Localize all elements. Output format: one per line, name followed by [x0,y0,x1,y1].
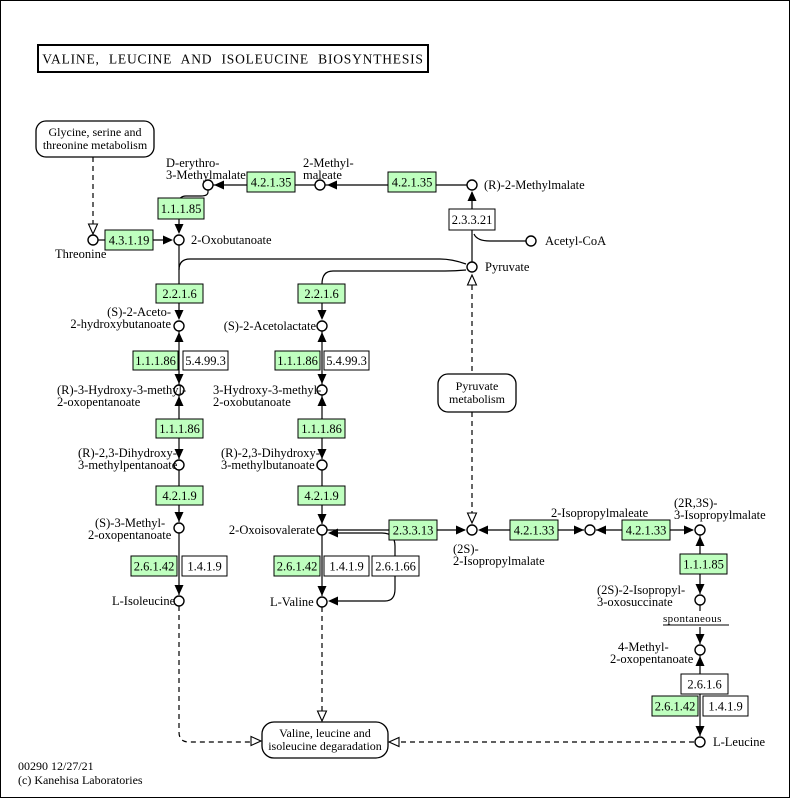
label-r3-hydroxy-pent-line2: 2-oxopentanoate [57,395,141,409]
ec-label: 1.4.1.9 [708,699,743,714]
ec-label: 1.1.1.86 [301,422,342,436]
pathway-box-pyruvate-metabolism[interactable] [438,374,516,412]
node-r-2-3-dihydroxy-3-methylbutanoate[interactable] [317,460,327,470]
copyright-text: (c) Kanehisa Laboratories [18,773,143,787]
node-l-isoleucine[interactable] [174,596,184,606]
ec-box-4_2_1_33-b[interactable] [622,520,670,540]
ec-box-1_1_1_86-d[interactable] [298,419,345,438]
label-acetolactate: (S)-2-Acetolactate [223,319,316,333]
ec-box-2_2_1_6-b[interactable] [298,284,345,303]
label-dihydroxy-pent-line2: 3-methylpentanoate [78,458,178,472]
label-dihydroxy-pent-line1: (R)-2,3-Dihydroxy- [78,446,177,460]
node-threonine[interactable] [88,235,98,245]
node-r-2-methylmalate[interactable] [467,180,477,190]
ec-box-1_1_1_85-right[interactable] [680,554,727,574]
ec-box-2_3_3_13[interactable] [389,520,437,540]
pathway-box-pyruvate-line1: Pyruvate [455,379,499,393]
ec-label: 4.2.1.35 [391,175,433,190]
ec-label: 2.3.3.21 [451,213,493,227]
pathway-box-degradation-line1: Valine, leucine and [279,726,371,740]
ec-label: 2.6.1.42 [654,699,696,714]
ec-label: 1.1.1.85 [160,202,202,216]
ec-box-5_4_99_3-a[interactable] [183,351,228,370]
label-2-oxoisovalerate: 2-Oxoisovalerate [228,523,315,537]
pathway-box-degradation-line2: isoleucine degaradation [268,739,382,753]
ec-label: 5.4.99.3 [185,354,226,368]
label-l-leucine: L-Leucine [713,735,766,749]
node-2-isopropylmaleate[interactable] [585,525,595,535]
map-id-text: 00290 12/27/21 [18,759,94,773]
ec-box-5_4_99_3-b[interactable] [324,351,369,370]
node-s-2-acetolactate[interactable] [317,321,327,331]
label-l-valine: L-Valine [270,595,314,609]
ec-box-2_2_1_6-a[interactable] [156,284,203,303]
ec-box-4_2_1_35-a[interactable] [247,172,295,192]
spontaneous-label: spontaneous [663,613,722,625]
node-l-leucine[interactable] [695,737,705,747]
pathway-box-glycine-line1: Glycine, serine and [48,125,142,139]
label-r3-hydroxy-pent-line1: (R)-3-Hydroxy-3-methyl- [57,383,187,397]
page-title: VALINE, LEUCINE AND ISOLEUCINE BIOSYNTHESIS [42,51,424,67]
ec-label: 4.2.1.33 [625,523,667,538]
label-d-erythro-line2: 3-Methylmalate [166,168,246,182]
ec-box-2_6_1_42-c[interactable] [652,696,698,716]
label-2-methylmaleate-line1: 2-Methyl- [303,156,354,170]
ec-box-1_1_1_86-b[interactable] [275,351,320,370]
label-2s-isopropylmalate-line2: 2-Isopropylmalate [453,554,545,568]
ec-box-2_6_1_6[interactable] [681,674,728,694]
label-dihydroxy-but-line1: (R)-2,3-Dihydroxy- [221,446,320,460]
ec-label: 2.6.1.42 [133,559,175,574]
ec-box-1_1_1_85-top[interactable] [158,198,204,219]
label-l-isoleucine: L-Isoleucine [112,594,176,608]
ec-box-4_2_1_35-b[interactable] [388,172,436,192]
ec-label: 4.3.1.19 [108,233,150,248]
ec-label: 5.4.99.3 [326,354,367,368]
ec-box-2_6_1_42-b[interactable] [274,556,320,576]
ec-box-4_2_1_33-a[interactable] [510,520,558,540]
ec-label: 2.6.1.6 [687,677,722,692]
node-s-2-aceto-2-hydroxybutanoate[interactable] [174,321,184,331]
node-4-methyl-2-oxopentanoate[interactable] [695,645,705,655]
label-3-hydroxy-but-line2: 2-oxobutanoate [213,395,291,409]
label-2-methylmaleate-line2: maleate [303,168,342,182]
label-oxosuccinate-line1: (2S)-2-Isopropyl- [597,583,686,597]
label-threonine: Threonine [55,247,107,261]
label-2s-isopropylmalate-line1: (2S)- [453,542,479,556]
label-s3-methyl-line2: 2-oxopentanoate [88,528,172,542]
pathway-box-glycine[interactable] [36,121,154,157]
label-4-methyl-line2: 2-oxopentanoate [610,652,694,666]
ec-label: 1.4.1.9 [329,559,364,574]
ec-label: 1.1.1.86 [277,354,318,368]
ec-label: 2.3.3.13 [392,523,434,538]
node-2s-2-isopropyl-3-oxosuccinate[interactable] [695,595,705,605]
label-acetyl-coa: Acetyl-CoA [545,234,607,248]
pathway-box-glycine-line2: threonine metabolism [42,138,148,152]
ec-box-1_1_1_86-c[interactable] [156,419,203,438]
pathway-box-degradation[interactable] [262,722,388,758]
ec-label: 1.1.1.85 [683,557,724,572]
label-pyruvate: Pyruvate [485,260,530,274]
ec-label: 2.6.1.66 [375,559,416,574]
label-4-methyl-line1: 4-Methyl- [618,640,669,654]
ec-box-4_2_1_9-a[interactable] [156,486,203,505]
label-2r3s-line2: 3-Isopropylmalate [674,508,766,522]
ec-label: 1.4.1.9 [187,559,222,574]
ec-label: 1.1.1.86 [135,354,176,368]
label-3-hydroxy-but-line1: 3-Hydroxy-3-methyl- [213,383,322,397]
label-aceto-hydroxybutanoate-line1: (S)-2-Aceto- [107,305,171,319]
node-2-oxobutanoate[interactable] [174,235,184,245]
ec-box-2_3_3_21[interactable] [449,209,495,230]
label-2-oxobutanoate: 2-Oxobutanoate [191,233,272,247]
ec-label: 2.2.1.6 [304,287,339,301]
ec-box-4_2_1_9-b[interactable] [298,486,345,505]
label-aceto-hydroxybutanoate-line2: 2-hydroxybutanoate [70,317,171,331]
label-r-2-methylmalate: (R)-2-Methylmalate [484,178,585,192]
node-2s-2-isopropylmalate[interactable] [467,525,477,535]
ec-box-1_4_1_9-b[interactable] [324,556,369,576]
ec-label: 2.2.1.6 [162,287,197,301]
label-2r3s-line1: (2R,3S)- [674,496,718,510]
ec-label: 4.2.1.33 [513,523,555,538]
ec-label: 2.6.1.42 [276,559,318,574]
ec-label: 1.1.1.86 [159,422,200,436]
label-s3-methyl-line1: (S)-3-Methyl- [95,516,166,530]
pathway-box-pyruvate-line2: metabolism [449,392,505,406]
ec-box-1_4_1_9-a[interactable] [182,556,227,576]
node-l-valine[interactable] [317,597,327,607]
label-d-erythro-line1: D-erythro- [166,156,220,170]
label-2-isopropylmaleate: 2-Isopropylmaleate [551,506,649,520]
ec-box-2_6_1_66[interactable] [372,556,419,576]
label-oxosuccinate-line2: 3-oxosuccinate [597,595,673,609]
ec-label: 4.2.1.9 [162,489,197,503]
label-dihydroxy-but-line2: 3-methylbutanoate [221,458,315,472]
ec-box-1_4_1_9-c[interactable] [703,696,748,716]
ec-box-1_1_1_86-a[interactable] [133,351,178,370]
node-acetyl-coa[interactable] [526,236,536,246]
node-s-3-methyl-2-oxopentanoate[interactable] [174,523,184,533]
ec-box-2_6_1_42-a[interactable] [131,556,177,576]
ec-box-4_3_1_19[interactable] [105,230,153,250]
node-2r3s-3-isopropylmalate[interactable] [695,525,705,535]
ec-label: 4.2.1.9 [304,489,339,503]
node-pyruvate[interactable] [467,262,477,272]
ec-label: 4.2.1.35 [250,175,292,190]
node-2-oxoisovalerate[interactable] [317,525,327,535]
